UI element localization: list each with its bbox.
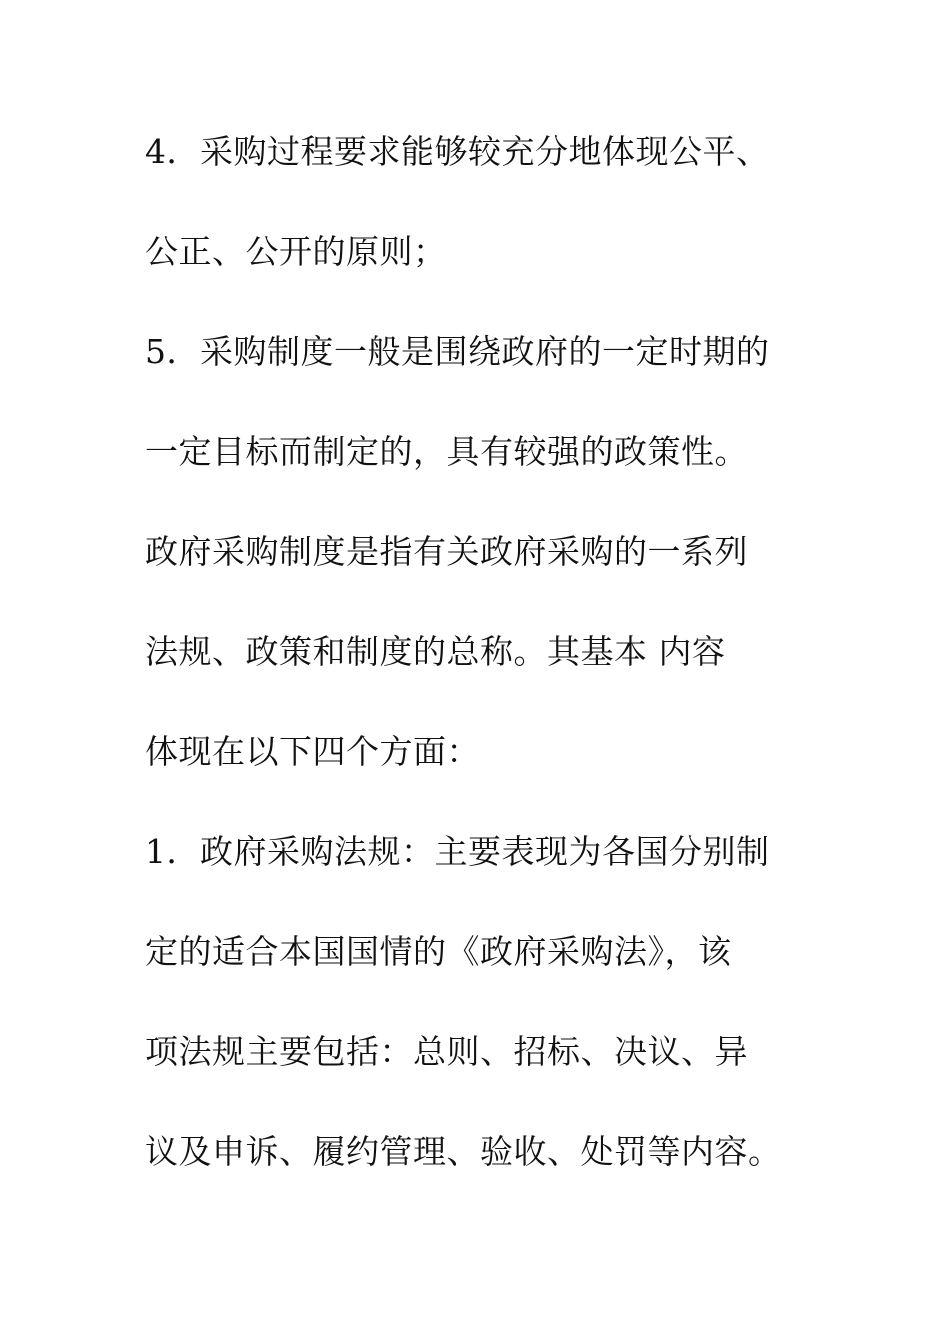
text-line: 议及申诉、履约管理、验收、处罚等内容。 xyxy=(145,1132,782,1171)
text-line: 公正、公开的原则； xyxy=(145,232,447,271)
text-line: 法规、政策和制度的总称。其基本 内容 xyxy=(145,632,726,671)
body-text xyxy=(145,127,825,1227)
text-line: 5．采购制度一般是围绕政府的一定时期的 xyxy=(145,332,770,371)
text-line: 体现在以下四个方面： xyxy=(145,732,480,771)
text-line: 政府采购制度是指有关政府采购的一系列 xyxy=(145,532,748,571)
text-line: 4．采购过程要求能够较充分地体现公平、 xyxy=(145,132,770,171)
text-line: 定的适合本国国情的《政府采购法》，该 xyxy=(145,932,732,971)
text-line: 1．政府采购法规：主要表现为各国分别制 xyxy=(145,832,770,871)
text-line: 项法规主要包括：总则、招标、决议、异 xyxy=(145,1032,748,1071)
text-line: 一定目标而制定的，具有较强的政策性。 xyxy=(145,432,748,471)
